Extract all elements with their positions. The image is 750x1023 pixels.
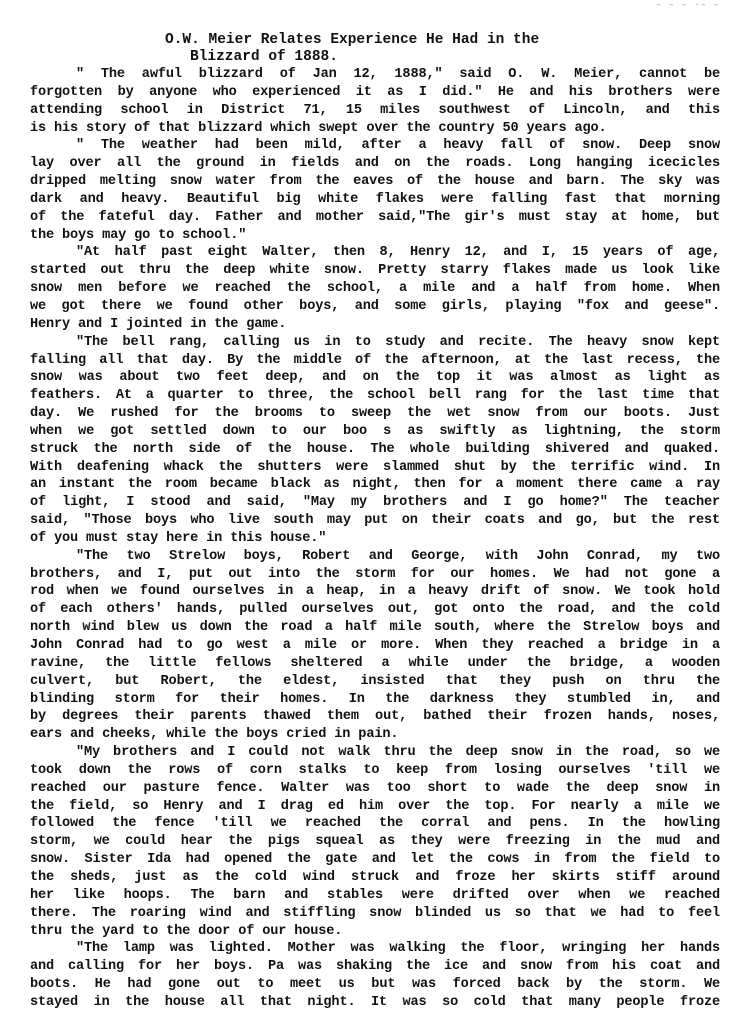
text-line: of each others' hands, pulled ourselves out, got onto the road, and the cold [30,602,720,618]
document-body [30,66,720,1012]
text-line: " The awful blizzard of Jan 12, 1888," said O. W. Meier, cannot be [76,67,720,82]
text-line: John Conrad had to go west a mile or more. When they reached a bridge in a [30,638,720,653]
text-line: day. We rushed for the brooms to sweep the wet snow from our boots. Just [30,406,720,422]
text-line: "My brothers and I could not walk thru the deep snow in the road, so we [76,745,720,761]
title-line-1: O.W. Meier Relates Experience He Had in the [165,32,540,48]
text-line: " The weather had been mild, after a heavy fall of snow. Deep snow [76,138,720,154]
text-line: attending school in District 71, 15 miles southwest of Lincoln, and this [30,102,720,118]
text-line: Henry and I jointed in the game. [30,316,287,332]
text-line: of light, I stood and said, "May my brothers and I go home?" The teacher [30,495,720,511]
text-line: culvert, but Robert, the eldest, insisted that they push on thru the [30,673,720,689]
text-line: the field, so Henry and I drag ed him over the top. For nearly a mile we [30,798,720,814]
page-corner-smudge: ‒ ‒ ‒ ·‒ ‒ [655,0,720,10]
text-line: started out thru the deep white snow. Pretty starry flakes made us look like [30,263,720,279]
text-line: "The bell rang, calling us in to study and recite. The heavy snow kept [76,334,720,350]
text-line: is his story of that blizzard which swept over the country 50 years ago. [30,120,607,136]
text-line: when we got settled down to our boo s as swiftly as lightning, the storm [30,423,720,439]
text-line: storm, we could hear the pigs squeal as they were freezing in the mud and [30,834,720,850]
text-line: boots. He had gone out to meet us but was forced back by the storm. We [30,977,720,993]
text-line: "The lamp was lighted. Mother was walking the floor, wringing her hands [76,941,720,957]
text-line: north wind blew us down the road a half mile south, where the Strelow boys and [30,620,720,636]
text-line: took down the rows of corn stalks to keep from losing ourselves 'till we [30,762,720,778]
text-line: feathers. At a quarter to three, the school bell rang for the last time that [30,388,720,404]
text-line: snow was about two feet deep, and on the top it was almost as light as [30,370,720,386]
text-line: reached our pasture fence. Walter was too short to wade the deep snow in [30,780,720,796]
text-line: we got there we found other boys, and some girls, playing "fox and geese". [30,298,720,314]
text-line: followed the fence 'till we reached the corral and pens. In the howling [30,816,720,832]
text-line: the boys may go to school." [30,227,247,243]
title-line-2: Blizzard of 1888. [190,49,338,65]
text-line: an instant the room became black as night, then for a moment there came a ray [30,477,720,493]
text-line: by degrees their parents thawed them out, bathed their frozen hands, noses, [30,709,720,725]
text-line: the sheds, just as the cold wind struck and froze her skirts stiff around [30,869,720,885]
text-line: there. The roaring wind and stiffling snow blinded us so that we had to feel [30,905,720,921]
text-line: thru the yard to the door of our house. [30,923,343,939]
text-line: of you must stay here in this house." [30,530,327,546]
text-line: "At half past eight Walter, then 8, Henry 12, and I, 15 years of age, [76,245,720,261]
text-line: ravine, the little fellows sheltered a while under the bridge, a wooden [30,655,720,671]
text-line: said, "Those boys who live south may put on their coats and go, but the rest [30,513,720,529]
text-line: lay over all the ground in fields and on the roads. Long hanging icecicles [30,156,720,172]
text-line: of the fateful day. Father and mother said,"The gir's must stay at home, but [30,209,720,225]
text-line: struck the north side of the house. The whole building shivered and quaked. [30,441,720,457]
text-line: With deafening whack the shutters were slammed shut by the terrific wind. In [30,459,720,475]
text-line: her like hoops. The barn and stables were drifted over when we reached [30,887,720,903]
text-line: snow. Sister Ida had opened the gate and let the cows in from the field to [30,852,720,868]
text-line: "The two Strelow boys, Robert and George, with John Conrad, my two [76,548,720,564]
text-line: dripped melting snow water from the eaves of the house and barn. The sky was [30,174,720,190]
text-line: dark and heavy. Beautiful big white flakes were falling fast that morning [30,191,720,207]
text-line: snow men before we reached the school, a mile and a half from home. When [30,281,720,297]
text-line: rod when we found ourselves in a heap, in a heavy drift of snow. We took hold [30,584,720,600]
text-line: forgotten by anyone who experienced it as I did." He and his brothers were [30,84,720,100]
text-line: blinding storm for their homes. In the darkness they stumbled in, and [30,691,720,707]
text-line: stayed in the house all that night. It was so cold that many people froze [30,994,720,1010]
text-line: brothers, and I, put out into the storm for our homes. We had not gone a [30,566,720,582]
text-line: and calling for her boys. Pa was shaking the ice and snow from his coat and [30,959,720,975]
text-line: falling all that day. By the middle of the afternoon, at the last recess, the [30,352,720,368]
text-line: ears and cheeks, while the boys cried in pain. [30,727,399,743]
